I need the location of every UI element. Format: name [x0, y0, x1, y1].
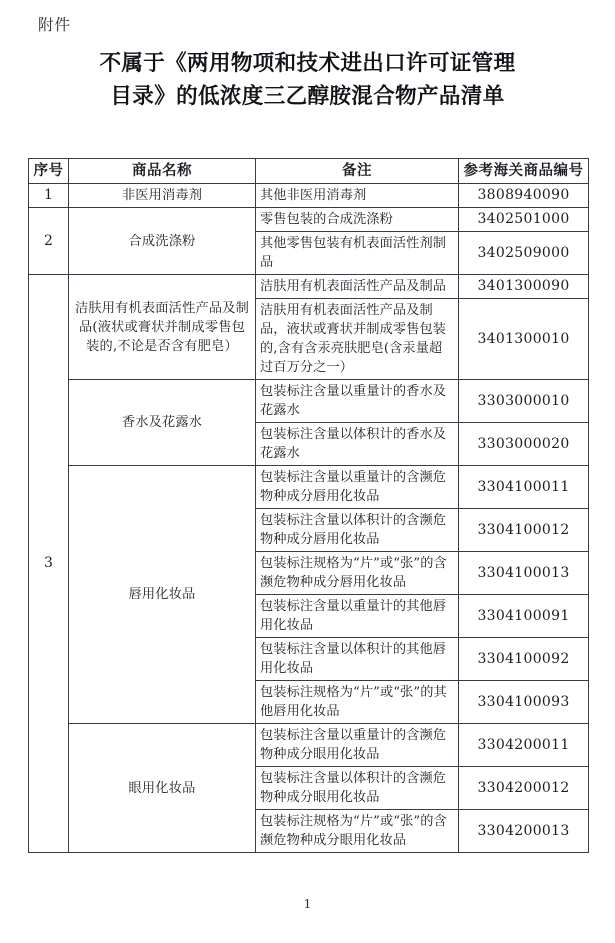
attachment-label: 附件	[38, 16, 72, 34]
cell-remark: 洁肤用有机表面活性产品及制品，液状或膏状并制成零售包装的,含有含汞亮肤肥皂(含汞量超过百万分之一）	[256, 299, 459, 380]
cell-remark: 其他零售包装有机表面活性剂制品	[256, 232, 459, 275]
cell-remark: 包装标注含量以体积计的香水及花露水	[256, 423, 459, 466]
cell-remark: 其他非医用消毒剂	[256, 184, 459, 208]
cell-remark: 包装标注含量以体积计的含濒危物种成分眼用化妆品	[256, 767, 459, 810]
cell-sequence-number: 1	[29, 184, 69, 208]
page-number: 1	[303, 896, 312, 911]
table-header-row	[29, 159, 589, 184]
cell-remark: 包装标注含量以重量计的其他唇用化妆品	[256, 595, 459, 638]
cell-customs-code: 3304200013	[459, 810, 589, 853]
cell-customs-code: 3304200011	[459, 724, 589, 767]
cell-customs-code: 3401300090	[459, 275, 589, 299]
cell-sequence-number: 3	[29, 275, 69, 853]
product-list-table-container	[28, 158, 588, 853]
column-header-seq: 序号	[29, 159, 69, 184]
table-row	[29, 184, 589, 208]
page-title-line-2: 目录》的低浓度三乙醇胺混合物产品清单	[110, 84, 505, 109]
cell-product-name: 唇用化妆品	[69, 466, 256, 724]
cell-remark: 包装标注含量以重量计的香水及花露水	[256, 380, 459, 423]
cell-customs-code: 3304100012	[459, 509, 589, 552]
cell-remark: 包装标注规格为“片”或“张”的其他唇用化妆品	[256, 681, 459, 724]
table-row	[29, 724, 589, 767]
table-header	[29, 159, 589, 184]
cell-customs-code: 3304100013	[459, 552, 589, 595]
cell-customs-code: 3402501000	[459, 208, 589, 232]
cell-customs-code: 3304200012	[459, 767, 589, 810]
cell-product-name: 合成洗涤粉	[69, 208, 256, 275]
product-list-table	[28, 158, 589, 853]
cell-customs-code: 3303000020	[459, 423, 589, 466]
cell-remark: 包装标注含量以重量计的含濒危物种成分眼用化妆品	[256, 724, 459, 767]
column-header-remark: 备注	[256, 159, 459, 184]
table-row	[29, 208, 589, 232]
cell-product-name: 香水及花露水	[69, 380, 256, 466]
cell-customs-code: 3304100093	[459, 681, 589, 724]
table-row	[29, 275, 589, 299]
cell-remark: 包装标注规格为“片”或“张”的含濒危物种成分眼用化妆品	[256, 810, 459, 853]
cell-product-name: 非医用消毒剂	[69, 184, 256, 208]
cell-remark: 包装标注含量以体积计的其他唇用化妆品	[256, 638, 459, 681]
table-body	[29, 184, 589, 853]
cell-customs-code: 3808940090	[459, 184, 589, 208]
cell-remark: 零售包装的合成洗涤粉	[256, 208, 459, 232]
table-row	[29, 380, 589, 423]
cell-customs-code: 3304100091	[459, 595, 589, 638]
cell-sequence-number: 2	[29, 208, 69, 275]
cell-customs-code: 3304100011	[459, 466, 589, 509]
column-header-customs-code: 参考海关商品编号	[459, 159, 589, 184]
cell-remark: 包装标注含量以重量计的含濒危物种成分唇用化妆品	[256, 466, 459, 509]
cell-remark: 包装标注含量以体积计的含濒危物种成分唇用化妆品	[256, 509, 459, 552]
cell-customs-code: 3401300010	[459, 299, 589, 380]
cell-remark: 包装标注规格为“片”或“张”的含濒危物种成分唇用化妆品	[256, 552, 459, 595]
cell-product-name: 眼用化妆品	[69, 724, 256, 853]
page-title-line-1: 不属于《两用物项和技术进出口许可证管理	[99, 51, 516, 76]
table-row	[29, 466, 589, 509]
cell-customs-code: 3304100092	[459, 638, 589, 681]
column-header-product-name: 商品名称	[69, 159, 256, 184]
cell-product-name: 洁肤用有机表面活性产品及制品(液状或膏状并制成零售包装的,不论是否含有肥皂）	[69, 275, 256, 380]
cell-customs-code: 3303000010	[459, 380, 589, 423]
page-title	[50, 47, 565, 113]
cell-remark: 洁肤用有机表面活性产品及制品	[256, 275, 459, 299]
cell-customs-code: 3402509000	[459, 232, 589, 275]
